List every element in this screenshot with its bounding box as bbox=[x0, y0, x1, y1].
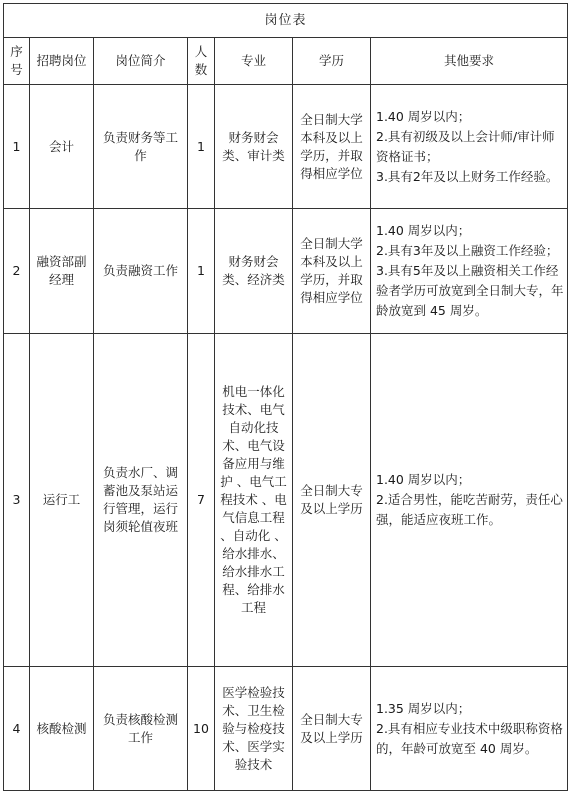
cell-requirements bbox=[371, 667, 568, 791]
cell-seq: 4 bbox=[4, 667, 30, 791]
position-table bbox=[3, 3, 568, 791]
cell-education: 全日制大学本科及以上学历，并取得相应学位 bbox=[293, 85, 371, 209]
requirement-line: 2.适合男性，能吃苦耐劳，责任心强，能适应夜班工作。 bbox=[376, 492, 563, 527]
cell-intro: 负责融资工作 bbox=[94, 209, 188, 334]
cell-major: 机电一体化技术、电气自动化技术、电气设备应用与维护 、电气工程技术 、电气信息工程 、自动化 、给水排水、给水排水工程、给排水工程 bbox=[215, 334, 293, 667]
cell-intro: 负责核酸检测工作 bbox=[94, 667, 188, 791]
requirement-line: 1.40 周岁以内； bbox=[376, 472, 471, 487]
cell-count: 1 bbox=[188, 209, 215, 334]
cell-education: 全日制大专及以上学历 bbox=[293, 334, 371, 667]
cell-intro: 负责水厂、调蓄池及泵站运行管理，运行岗须轮值夜班 bbox=[94, 334, 188, 667]
requirement-line: 1.40 周岁以内； bbox=[376, 108, 471, 124]
cell-requirements bbox=[371, 334, 568, 667]
requirement-line: 2.具有相应专业技术中级职称资格的，年龄可放宽至 40 周岁。 bbox=[376, 720, 563, 756]
header-position: 招聘岗位 bbox=[30, 38, 94, 85]
header-seq: 序号 bbox=[4, 38, 30, 85]
cell-seq: 1 bbox=[4, 85, 30, 209]
cell-major bbox=[215, 667, 293, 791]
cell-position: 核酸检测 bbox=[30, 667, 94, 791]
requirement-line: 3.具有5年及以上融资相关工作经验者学历可放宽到全日制大专，年龄放宽到 45 周岁。 bbox=[376, 263, 564, 318]
cell-position: 运行工 bbox=[30, 334, 94, 667]
cell-count: 10 bbox=[188, 667, 215, 791]
cell-intro: 负责财务等工作 bbox=[94, 85, 188, 209]
table-row bbox=[4, 209, 568, 334]
cell-count: 7 bbox=[188, 334, 215, 667]
cell-seq: 2 bbox=[4, 209, 30, 334]
table-title: 岗位表 bbox=[4, 4, 568, 38]
cell-position: 融资部副经理 bbox=[30, 209, 94, 334]
table-row bbox=[4, 85, 568, 209]
table-row bbox=[4, 667, 568, 791]
requirement-line: 1.40 周岁以内； bbox=[376, 223, 471, 238]
requirement-line: 1.35 周岁以内； bbox=[376, 700, 471, 716]
cell-major: 财务财会类、审计类 bbox=[215, 85, 293, 209]
header-intro: 岗位简介 bbox=[94, 38, 188, 85]
requirement-line: 3.具有2年及以上财务工作经验。 bbox=[376, 168, 559, 184]
requirement-line: 2.具有3年及以上融资工作经验； bbox=[376, 243, 559, 258]
header-count: 人数 bbox=[188, 38, 215, 85]
position-table-container bbox=[3, 3, 567, 791]
major-text: 医学检验技术、卫生检验与检疫技术、医学实验技术 bbox=[222, 684, 285, 772]
header-other: 其他要求 bbox=[371, 38, 568, 85]
header-education: 学历 bbox=[293, 38, 371, 85]
cell-position: 会计 bbox=[30, 85, 94, 209]
header-row bbox=[4, 38, 568, 85]
cell-education: 全日制大专及以上学历 bbox=[293, 667, 371, 791]
cell-major: 财务财会类、经济类 bbox=[215, 209, 293, 334]
cell-count: 1 bbox=[188, 85, 215, 209]
cell-requirements bbox=[371, 85, 568, 209]
requirement-line: 2.具有初级及以上会计师/审计师资格证书； bbox=[376, 128, 555, 164]
table-row bbox=[4, 334, 568, 667]
header-major: 专业 bbox=[215, 38, 293, 85]
cell-seq: 3 bbox=[4, 334, 30, 667]
cell-education: 全日制大学本科及以上学历，并取得相应学位 bbox=[293, 209, 371, 334]
cell-requirements bbox=[371, 209, 568, 334]
